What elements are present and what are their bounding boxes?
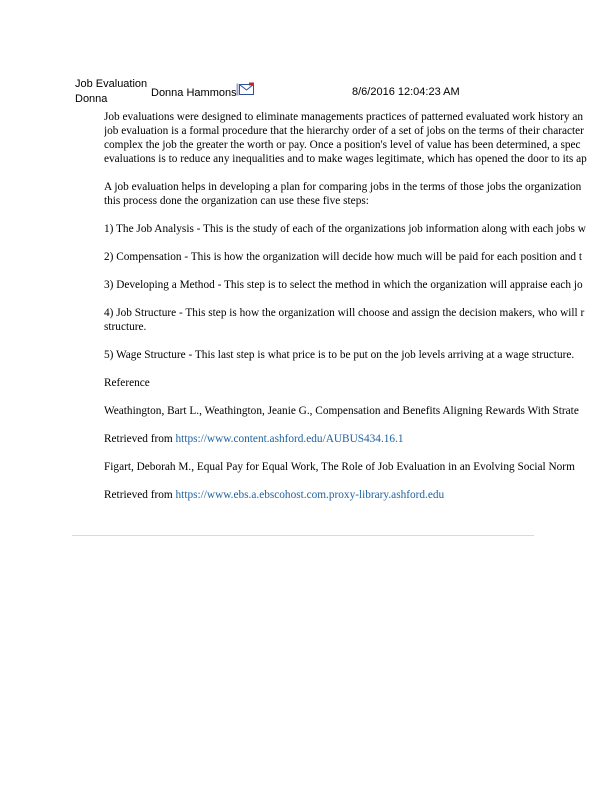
reference-2-retrieved (104, 488, 606, 502)
post-header (0, 0, 606, 110)
reference-2-citation (104, 460, 606, 474)
text-line: Weathington, Bart L., Weathington, Jeanie G., Compensation and Benefits Aligning Rewards With Strate (104, 405, 579, 417)
text-line: A job evaluation helps in developing a plan for comparing jobs in the terms of those jobs the organization (104, 181, 582, 193)
reference-1-retrieved (104, 432, 606, 446)
post-timestamp: 8/6/2016 12:04:23 AM (352, 86, 460, 98)
text-line: 4) Job Structure - This step is how the organization will choose and assign the decision makers, who will r (104, 307, 585, 319)
retrieved-label: Retrieved from (104, 489, 176, 501)
author-first-name: Donna (75, 93, 108, 105)
text-line: this process done the organization can use these five steps: (104, 195, 369, 207)
step-5 (104, 348, 606, 362)
post-body (104, 110, 606, 516)
envelope-icon[interactable] (236, 82, 255, 97)
reference-1-citation (104, 404, 606, 418)
step-3 (104, 278, 606, 292)
text-line: job evaluation is a formal procedure that the hierarchy order of a set of jobs on the terms of their character (104, 125, 584, 137)
paragraph-intro (104, 110, 606, 166)
retrieved-label: Retrieved from (104, 433, 176, 445)
step-2 (104, 250, 606, 264)
text-line: structure. (104, 321, 147, 333)
step-4 (104, 306, 606, 334)
text-line: Figart, Deborah M., Equal Pay for Equal Work, The Role of Job Evaluation in an Evolving Social Norm (104, 461, 575, 473)
reference-2-link[interactable]: https://www.ebs.a.ebscohost.com.proxy-library.ashford.edu (175, 489, 445, 501)
reference-1-link[interactable]: https://www.content.ashford.edu/AUBUS434.16.1 (175, 433, 404, 445)
text-line: Reference (104, 377, 150, 389)
paragraph-steps-intro (104, 180, 606, 208)
divider (72, 535, 534, 536)
step-1 (104, 222, 606, 236)
text-line: 1) The Job Analysis - This is the study of each of the organizations job information along with each jobs w (104, 223, 586, 235)
author-name[interactable]: Donna Hammons (151, 87, 237, 99)
post-subject: Job Evaluation (75, 78, 148, 90)
reference-heading (104, 376, 606, 390)
text-line: evaluations is to reduce any inequalities and to make wages legitimate, which has opened the door to its ap (104, 153, 587, 165)
text-line: complex the job the greater the worth or pay. Once a position's level of value has been determined, a spec (104, 139, 581, 151)
text-line: 5) Wage Structure - This last step is what price is to be put on the job levels arriving at a wage structure. (104, 349, 575, 361)
text-line: 2) Compensation - This is how the organization will decide how much will be paid for each position and t (104, 251, 583, 263)
text-line: Job evaluations were designed to eliminate managements practices of patterned evaluated work history an (104, 111, 584, 123)
text-line: 3) Developing a Method - This step is to select the method in which the organization will appraise each jo (104, 279, 583, 291)
